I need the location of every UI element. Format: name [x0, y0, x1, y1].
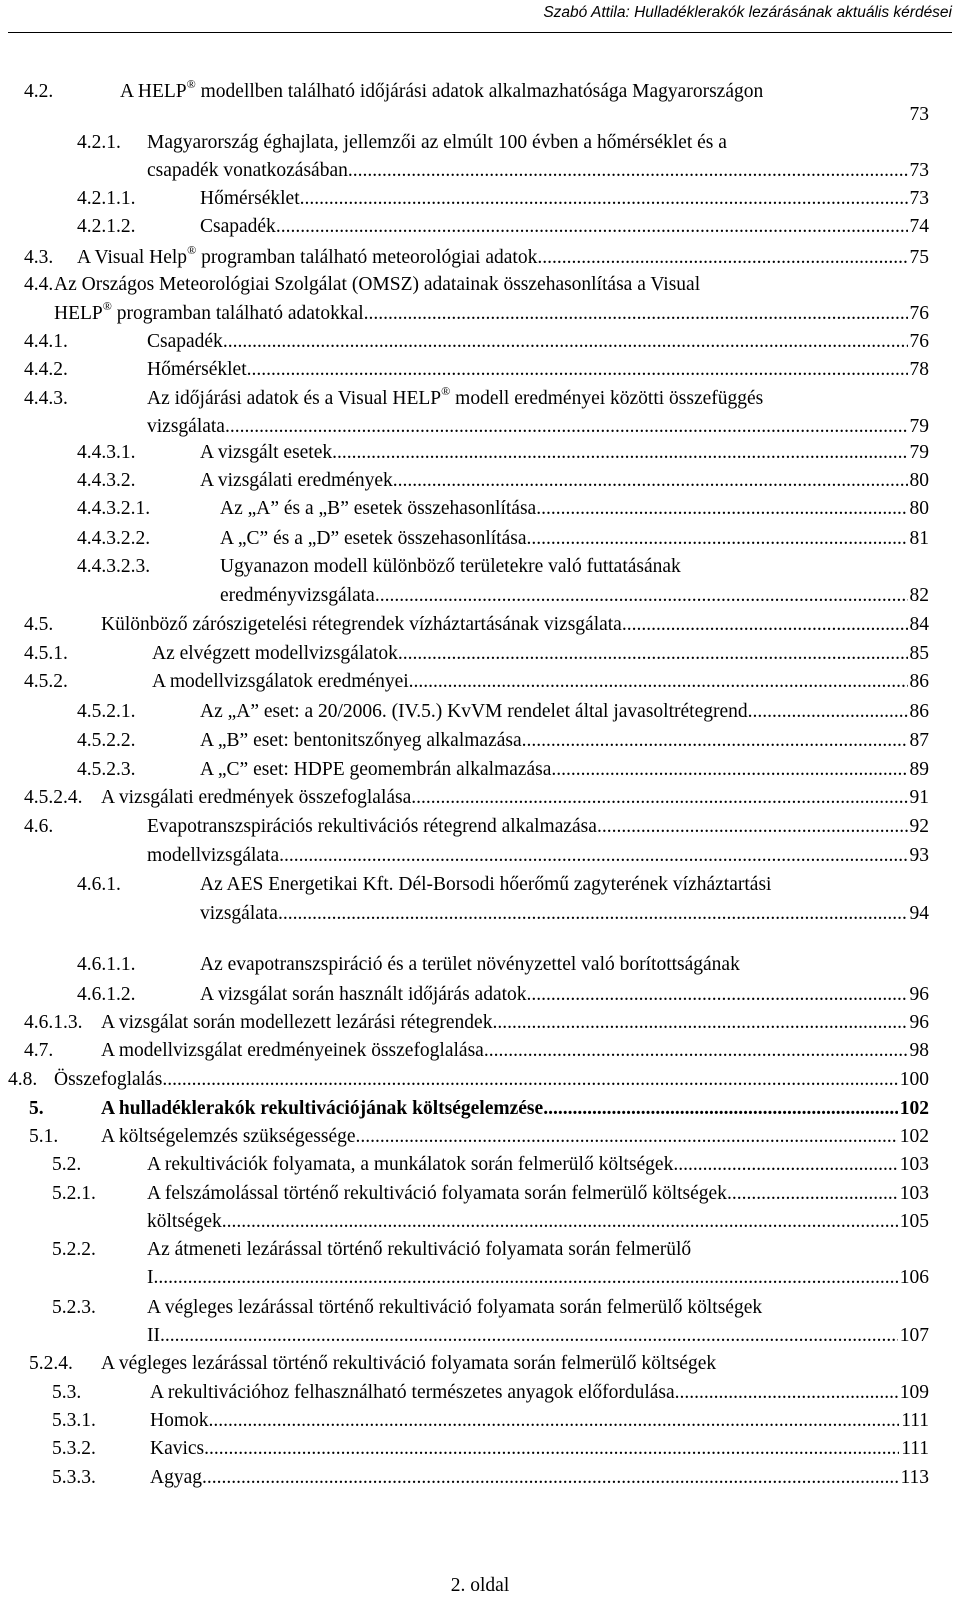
- toc-entry-page: 94: [909, 903, 929, 924]
- page-number: 2. oldal: [450, 1575, 510, 1596]
- toc-entry-page: 91: [909, 787, 929, 808]
- toc-leader-dots: [393, 469, 908, 493]
- toc-entry-page: 92: [909, 816, 929, 837]
- toc-entry-number: 4.3.: [24, 247, 54, 268]
- toc-entry-page: 111: [901, 1410, 929, 1431]
- toc-entry-title: A végleges lezárással történő rekultiváció folyamata során felmerülő költségek: [101, 1353, 717, 1374]
- toc-entry-title: A vizsgálati eredmények összefoglalása: [101, 787, 412, 808]
- toc-leader-dots: [223, 330, 908, 354]
- toc-entry-number: 4.6.1.2.: [77, 984, 136, 1005]
- toc-entry-title: Az evapotranszspiráció és a terület növényzettel való borítottságának: [200, 954, 740, 975]
- toc-entry-title: Az „A” eset: a 20/2006. (IV.5.) KvVM rendelet által javasoltrétegrend: [200, 701, 748, 722]
- toc-entry-title: A hulladéklerakók rekultivációjának költségelemzése: [101, 1098, 544, 1119]
- toc-entry-title-cont: I.: [147, 1267, 159, 1288]
- toc-entry-number: 4.2.1.2.: [77, 216, 136, 237]
- toc-entry-title: A vizsgálat során használt időjárás adatok: [200, 984, 527, 1005]
- toc-leader-dots: [597, 815, 908, 839]
- toc-entry-page: 76: [909, 303, 929, 324]
- toc-entry-title: Homok: [150, 1410, 209, 1431]
- toc-leader-dots: [484, 1039, 908, 1063]
- toc-entry-page: 105: [899, 1211, 929, 1232]
- toc-entry-title: A modellvizsgálatok eredményei: [152, 671, 409, 692]
- toc-leader-dots: [332, 441, 907, 465]
- toc-leader-dots: [527, 983, 908, 1007]
- toc-entry-page: 102: [899, 1126, 929, 1147]
- toc-entry-title: Csapadék: [147, 331, 223, 352]
- toc-entry-number: 4.4.3.2.: [77, 470, 136, 491]
- toc-entry-page: 79: [909, 416, 929, 437]
- toc-leader-dots: [675, 1381, 898, 1405]
- toc-entry-number: 4.4.1.: [24, 331, 68, 352]
- toc-entry-page: 73: [909, 104, 929, 125]
- toc-leader-dots: [222, 1210, 898, 1234]
- toc-entry-page: 80: [909, 498, 929, 519]
- toc-leader-dots: [276, 215, 908, 239]
- toc-entry-number: 5.: [29, 1098, 44, 1119]
- toc-entry-page: 109: [899, 1382, 929, 1403]
- toc-entry-number: 4.5.: [24, 614, 54, 635]
- toc-entry-page: 86: [909, 671, 929, 692]
- toc-entry-number: 5.3.1.: [52, 1410, 96, 1431]
- toc-leader-dots: [537, 246, 907, 270]
- toc-entry-page: 87: [909, 730, 929, 751]
- toc-entry-number: 4.2.1.: [77, 132, 121, 153]
- toc-entry-page: 107: [899, 1325, 929, 1346]
- toc-leader-dots: [748, 700, 908, 724]
- toc-entry-number: 5.3.: [52, 1382, 82, 1403]
- toc-entry-number: 5.2.: [52, 1154, 82, 1175]
- toc-leader-dots: [727, 1182, 898, 1206]
- toc-entry-page: 100: [899, 1069, 929, 1090]
- toc-entry-number: 4.4.3.1.: [77, 442, 136, 463]
- toc-leader-dots: [522, 729, 908, 753]
- toc-entry-page: 89: [909, 759, 929, 780]
- toc-entry-number: 5.2.4.: [29, 1353, 73, 1374]
- toc-entry-page: 78: [909, 359, 929, 380]
- toc-entry-number: 4.4.2.: [24, 359, 68, 380]
- toc-entry-title: Agyag: [150, 1467, 202, 1488]
- toc-entry-number: 5.3.2.: [52, 1438, 96, 1459]
- toc-entry-number: 4.5.2.2.: [77, 730, 136, 751]
- toc-entry-page: 96: [909, 1012, 929, 1033]
- toc-entry-page: 93: [909, 845, 929, 866]
- toc-entry-page: 74: [909, 216, 929, 237]
- toc-entry-number: 4.5.2.: [24, 671, 68, 692]
- toc-leader-dots: [622, 613, 908, 637]
- toc-entry-number: 4.6.1.3.: [24, 1012, 83, 1033]
- toc-entry-number: 5.2.2.: [52, 1239, 96, 1260]
- toc-entry-page: 106: [899, 1267, 929, 1288]
- toc-entry-number: 4.4.: [24, 274, 54, 295]
- toc-leader-dots: [165, 1324, 898, 1348]
- toc-entry-number: 4.4.3.2.2.: [77, 528, 151, 549]
- toc-entry-page: 102: [899, 1098, 929, 1119]
- toc-entry-number: 4.2.1.1.: [77, 188, 136, 209]
- toc-entry-page: 98: [909, 1040, 929, 1061]
- toc-entry-title: A végleges lezárással történő rekultiváció folyamata során felmerülő költségek: [147, 1297, 763, 1318]
- toc-entry-number: 4.5.2.3.: [77, 759, 136, 780]
- toc-entry-title-cont: eredményvizsgálata: [220, 585, 375, 606]
- toc-leader-dots: [492, 1011, 907, 1035]
- toc-entry-title: Hőmérséklet: [147, 359, 247, 380]
- toc-entry-title: A felszámolással történő rekultiváció folyamata során felmerülő költségek: [147, 1183, 727, 1204]
- toc-entry-title: A Visual Help® programban található meteorológiai adatok: [77, 243, 538, 268]
- toc-entry-page: 81: [909, 528, 929, 549]
- toc-entry-title-cont: HELP® programban található adatokkal: [54, 299, 364, 324]
- toc-leader-dots: [158, 1266, 897, 1290]
- toc-entry-title: A vizsgálati eredmények: [200, 470, 393, 491]
- header-rule: [8, 32, 952, 33]
- toc-entry-title-cont: modellvizsgálata: [147, 845, 280, 866]
- toc-entry-title: Az AES Energetikai Kft. Dél-Borsodi hőerőmű zagyterének vízháztartási: [200, 874, 772, 895]
- toc-entry-title-cont: költségek: [147, 1211, 222, 1232]
- toc-entry-page: 113: [900, 1467, 929, 1488]
- toc-entry-page: 96: [909, 984, 929, 1005]
- toc-entry-number: 4.5.1.: [24, 643, 68, 664]
- toc-leader-dots: [673, 1153, 897, 1177]
- running-header: Szabó Attila: Hulladéklerakók lezárásának aktuális kérdései: [543, 4, 952, 21]
- toc-entry-title: A „C” eset: HDPE geomembrán alkalmazása: [200, 759, 552, 780]
- toc-entry-page: 85: [909, 643, 929, 664]
- toc-entry-title: Evapotranszspirációs rekultivációs rétegrend alkalmazása: [147, 816, 597, 837]
- toc-entry-page: 103: [899, 1154, 929, 1175]
- toc-leader-dots: [398, 642, 908, 666]
- toc-entry-page: 80: [909, 470, 929, 491]
- toc-entry-title: Hőmérséklet: [200, 188, 300, 209]
- toc-entry-page: 86: [909, 701, 929, 722]
- toc-leader-dots: [348, 159, 908, 183]
- toc-leader-dots: [279, 844, 907, 868]
- toc-entry-title: A vizsgált esetek: [200, 442, 333, 463]
- toc-leader-dots: [209, 1409, 900, 1433]
- toc-entry-number: 5.1.: [29, 1126, 59, 1147]
- toc-leader-dots: [409, 670, 908, 694]
- toc-entry-page: 84: [909, 614, 929, 635]
- toc-entry-number: 4.2.: [24, 81, 54, 102]
- toc-leader-dots: [375, 584, 908, 608]
- toc-entry-number: 5.3.3.: [52, 1467, 96, 1488]
- toc-leader-dots: [162, 1068, 897, 1092]
- toc-entry-title: Ugyanazon modell különböző területekre való futtatásának: [220, 556, 681, 577]
- toc-leader-dots: [543, 1097, 898, 1121]
- toc-entry-number: 4.8.: [8, 1069, 38, 1090]
- toc-leader-dots: [225, 415, 908, 439]
- toc-entry-number: 4.6.1.: [77, 874, 121, 895]
- toc-entry-title: A modellvizsgálat eredményeinek összefoglalása: [101, 1040, 484, 1061]
- toc-entry-title: Csapadék: [200, 216, 276, 237]
- toc-leader-dots: [551, 758, 907, 782]
- toc-entry-title: Az elvégzett modellvizsgálatok: [152, 643, 398, 664]
- toc-entry-number: 4.4.3.2.1.: [77, 498, 151, 519]
- toc-entry-title: A rekultivációhoz felhasználható természetes anyagok előfordulása: [150, 1382, 675, 1403]
- toc-entry-title: Az időjárási adatok és a Visual HELP® modell eredményei közötti összefüggés: [147, 384, 764, 409]
- toc-entry-number: 4.7.: [24, 1040, 54, 1061]
- toc-leader-dots: [364, 302, 908, 326]
- toc-entry-number: 5.2.1.: [52, 1183, 96, 1204]
- toc-leader-dots: [278, 902, 908, 926]
- toc-entry-number: 4.6.: [24, 816, 54, 837]
- toc-entry-title: Az „A” és a „B” esetek összehasonlítása: [220, 498, 537, 519]
- toc-entry-page: 103: [899, 1183, 929, 1204]
- toc-entry-page: 82: [909, 585, 929, 606]
- toc-entry-number: 4.4.3.2.3.: [77, 556, 151, 577]
- toc-leader-dots: [247, 358, 908, 382]
- toc-entry-page: 76: [909, 331, 929, 352]
- toc-entry-page: 79: [909, 442, 929, 463]
- toc-entry-title: Az Országos Meteorológiai Szolgálat (OMSZ) adatainak összehasonlítása a Visual: [54, 274, 701, 295]
- toc-entry-page: 73: [909, 160, 929, 181]
- toc-entry-title: Összefoglalás: [54, 1069, 163, 1090]
- toc-entry-title-cont: csapadék vonatkozásában: [147, 160, 348, 181]
- toc-entry-number: 4.5.2.4.: [24, 787, 83, 808]
- toc-entry-title: Kavics: [150, 1438, 205, 1459]
- toc-leader-dots: [356, 1125, 898, 1149]
- toc-entry-title: Különböző zárószigetelési rétegrendek vízháztartásának vizsgálata: [101, 614, 622, 635]
- toc-leader-dots: [411, 786, 907, 810]
- toc-entry-page: 75: [909, 247, 929, 268]
- toc-entry-number: 4.4.3.: [24, 388, 68, 409]
- toc-entry-page: 73: [909, 188, 929, 209]
- toc-entry-title: A „B” eset: bentonitszőnyeg alkalmazása: [200, 730, 522, 751]
- toc-entry-title: Magyarország éghajlata, jellemzői az elmúlt 100 évben a hőmérséklet és a: [147, 132, 727, 153]
- toc-entry-title-cont: vizsgálata: [200, 903, 278, 924]
- toc-leader-dots: [300, 187, 908, 211]
- toc-entry-title-cont: II.: [147, 1325, 165, 1346]
- toc-entry-number: 4.6.1.1.: [77, 954, 136, 975]
- toc-entry-title: A költségelemzés szükségessége: [101, 1126, 356, 1147]
- toc-entry-title-cont: vizsgálata: [147, 416, 225, 437]
- toc-leader-dots: [204, 1437, 899, 1461]
- toc-entry-title: A rekultivációk folyamata, a munkálatok során felmerülő költségek: [147, 1154, 674, 1175]
- toc-entry-title: A vizsgálat során modellezett lezárási rétegrendek: [101, 1012, 493, 1033]
- toc-entry-title: A HELP® modellben található időjárási adatok alkalmazhatósága Magyarországon: [120, 77, 764, 102]
- toc-leader-dots: [202, 1466, 898, 1490]
- toc-entry-number: 4.5.2.1.: [77, 701, 136, 722]
- toc-entry-number: 5.2.3.: [52, 1297, 96, 1318]
- toc-leader-dots: [526, 527, 907, 551]
- toc-leader-dots: [536, 497, 907, 521]
- toc-entry-title: A „C” és a „D” esetek összehasonlítása: [220, 528, 527, 549]
- toc-entry-page: 111: [901, 1438, 929, 1459]
- toc-entry-title: Az átmeneti lezárással történő rekultiváció folyamata során felmerülő: [147, 1239, 692, 1260]
